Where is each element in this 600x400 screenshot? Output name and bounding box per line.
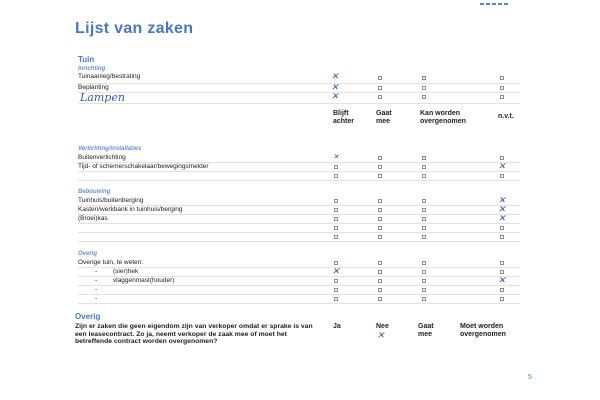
page-title: Lijst van zaken xyxy=(75,20,194,37)
answer-ja: Ja xyxy=(333,323,341,330)
check-mark: ✕ xyxy=(332,266,340,276)
answer-moet-worden-overgenomen xyxy=(460,323,506,339)
header-line: Gaat xyxy=(376,110,392,117)
row-divider xyxy=(78,294,520,295)
row-label: Overige tuin, te weten: xyxy=(78,259,144,266)
row-label: Beplanting xyxy=(78,84,109,91)
row-divider xyxy=(78,214,520,215)
answer-nee: Nee xyxy=(376,323,389,330)
checkbox[interactable] xyxy=(334,279,338,283)
checkbox[interactable] xyxy=(334,165,338,169)
row-divider xyxy=(78,285,520,286)
check-mark: ✕ xyxy=(331,71,339,81)
checkbox[interactable] xyxy=(422,261,426,265)
row-label: Tijd- of schemerschakelaar/bewegingsmelder xyxy=(78,163,209,170)
checkbox[interactable] xyxy=(378,297,382,301)
column-header-kan-worden-overgenomen xyxy=(420,110,466,126)
checkbox[interactable] xyxy=(334,288,338,292)
row-divider xyxy=(78,303,520,304)
header-mark xyxy=(498,3,502,5)
checkbox[interactable] xyxy=(334,208,338,212)
checkbox[interactable] xyxy=(500,95,504,99)
checkbox[interactable] xyxy=(334,217,338,221)
header-mark xyxy=(492,3,496,5)
checkbox[interactable] xyxy=(422,165,426,169)
checkbox[interactable] xyxy=(422,217,426,221)
header-line: Gaat xyxy=(418,323,434,330)
check-mark: ✕ xyxy=(377,330,385,340)
header-line: Kan worden xyxy=(420,110,461,117)
checkbox[interactable] xyxy=(378,174,382,178)
header-line: mee xyxy=(376,118,391,125)
row-divider xyxy=(78,241,520,242)
checkbox[interactable] xyxy=(378,279,382,283)
checkbox[interactable] xyxy=(378,226,382,230)
check-mark: ✕ xyxy=(331,91,339,101)
checkbox[interactable] xyxy=(422,95,426,99)
row-dash: - xyxy=(95,286,98,293)
checkbox[interactable] xyxy=(378,208,382,212)
row-divider xyxy=(78,92,520,93)
checkbox[interactable] xyxy=(378,270,382,274)
checkbox[interactable] xyxy=(422,76,426,80)
row-label: Kasten/werkbank in tuinhuis/berging xyxy=(78,206,183,213)
column-header-nvt: n.v.t. xyxy=(498,113,514,120)
checkbox[interactable] xyxy=(378,217,382,221)
row-divider xyxy=(78,103,520,104)
check-mark: ✕ xyxy=(498,161,506,171)
checkbox[interactable] xyxy=(500,76,504,80)
row-label: (sier)hek xyxy=(113,268,139,275)
check-mark: ✕ xyxy=(498,204,506,214)
column-header-gaat-mee xyxy=(376,110,392,126)
row-label: vlaggenmast(houder) xyxy=(113,277,175,284)
checkbox[interactable] xyxy=(378,199,382,203)
lease-question: Zijn er zaken die geen eigendom zijn van verkoper omdat er sprake is van een leasecontract. Zo ja, neemt verkoper de zaak mee of moet het betreffende contract worden overgenomen? xyxy=(75,323,313,345)
checkbox[interactable] xyxy=(500,270,504,274)
header-line: achter xyxy=(333,118,355,125)
checkbox[interactable] xyxy=(378,235,382,239)
checkbox[interactable] xyxy=(334,226,338,230)
checkbox[interactable] xyxy=(422,297,426,301)
header-line: overgenomen xyxy=(420,118,466,125)
check-mark: ✕ xyxy=(498,195,506,205)
checkbox[interactable] xyxy=(422,226,426,230)
answer-gaat-mee xyxy=(418,323,434,339)
checkbox[interactable] xyxy=(422,199,426,203)
row-label: Tuinaanleg/bestrating xyxy=(78,73,141,80)
checkbox[interactable] xyxy=(500,86,504,90)
checkbox[interactable] xyxy=(334,199,338,203)
checkbox[interactable] xyxy=(378,86,382,90)
checkbox[interactable] xyxy=(500,288,504,292)
subsection-inrichting: Inrichting xyxy=(78,66,106,72)
check-mark: ✕ xyxy=(498,213,506,223)
checkbox[interactable] xyxy=(334,174,338,178)
header-line: Blijft xyxy=(333,110,349,117)
check-mark: ✕ xyxy=(498,275,506,285)
column-header-blijft-achter xyxy=(333,110,354,126)
checkbox[interactable] xyxy=(500,174,504,178)
row-divider xyxy=(78,83,520,84)
row-divider xyxy=(78,267,520,268)
checkbox[interactable] xyxy=(500,261,504,265)
checkbox[interactable] xyxy=(378,156,382,160)
checkbox[interactable] xyxy=(334,235,338,239)
checkbox[interactable] xyxy=(378,76,382,80)
row-label: (Broei)kas xyxy=(78,215,108,222)
check-mark: ✕ xyxy=(331,82,339,92)
checkbox[interactable] xyxy=(378,288,382,292)
subsection-verlichting: Verlichting/installaties xyxy=(78,146,142,152)
row-divider xyxy=(78,223,520,224)
subsection-overig: Overig xyxy=(78,251,98,257)
header-line: mee xyxy=(418,331,433,338)
checkbox[interactable] xyxy=(500,297,504,301)
header-marks xyxy=(480,3,514,6)
check-mark: ✕ xyxy=(333,154,339,161)
checkbox[interactable] xyxy=(422,174,426,178)
row-divider xyxy=(78,180,520,181)
row-dash: - xyxy=(95,277,98,284)
checkbox[interactable] xyxy=(422,86,426,90)
header-mark xyxy=(504,3,508,5)
row-divider xyxy=(78,171,520,172)
subsection-bebouwing: Bebouwing xyxy=(78,189,111,195)
row-divider xyxy=(78,232,520,233)
header-mark xyxy=(480,3,484,5)
section-title-tuin: Tuin xyxy=(78,55,95,64)
checkbox[interactable] xyxy=(422,279,426,283)
handwritten-lampen: Lampen xyxy=(80,91,125,104)
checkbox[interactable] xyxy=(334,297,338,301)
row-label: Tuinhuis/buitenberging xyxy=(78,197,144,204)
page-number: 5 xyxy=(528,374,532,381)
header-mark xyxy=(486,3,490,5)
checkbox[interactable] xyxy=(378,261,382,265)
checkbox[interactable] xyxy=(378,165,382,169)
header-line: overgenomen xyxy=(460,331,506,338)
checkbox[interactable] xyxy=(500,235,504,239)
checkbox[interactable] xyxy=(500,226,504,230)
row-dash: - xyxy=(95,268,98,275)
checkbox[interactable] xyxy=(422,235,426,239)
checkbox[interactable] xyxy=(334,261,338,265)
section-title-overig: Overig xyxy=(75,312,101,321)
checkbox[interactable] xyxy=(422,208,426,212)
checkbox[interactable] xyxy=(422,156,426,160)
row-dash: - xyxy=(95,295,98,302)
checkbox[interactable] xyxy=(378,95,382,99)
checkbox[interactable] xyxy=(422,288,426,292)
header-line: Moet worden xyxy=(460,323,504,330)
checkbox[interactable] xyxy=(500,156,504,160)
row-label: Buitenverlichting xyxy=(78,154,126,161)
checkbox[interactable] xyxy=(422,270,426,274)
